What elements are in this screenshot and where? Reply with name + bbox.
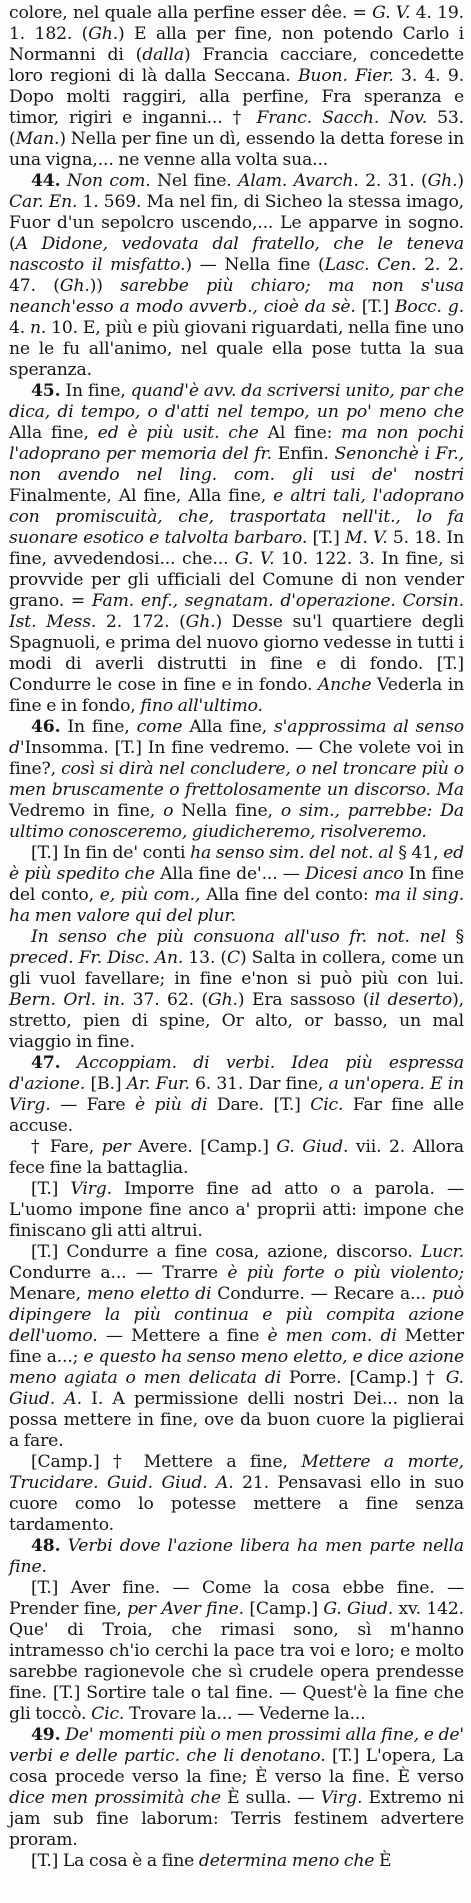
italic-text: ma non pochi l'adoprano per memoria del fr.: [9, 423, 469, 464]
italic-text: Anche: [317, 675, 372, 695]
italic-text: Gh.: [88, 24, 119, 44]
text-run: [B.]: [85, 1074, 127, 1094]
dictionary-paragraph: [9, 927, 469, 1053]
text-run: Alla fine de'... —: [154, 864, 306, 884]
italic-text: Ar. Fur.: [126, 1074, 190, 1094]
italic-text: Lasc. Cen.: [324, 255, 417, 275]
text-run: [60, 1053, 76, 1073]
italic-text: Verbi dove l'azione libera ha men parte nella fine.: [9, 1536, 469, 1577]
text-run: È: [374, 1851, 392, 1871]
text-run: [Camp.]: [243, 1599, 324, 1619]
italic-text: determina meno che: [198, 1851, 375, 1871]
dictionary-paragraph: [9, 1137, 469, 1179]
italic-text: dalla: [142, 45, 184, 65]
dictionary-paragraph: [9, 717, 469, 843]
italic-text: per Aver fine.: [127, 1599, 244, 1619]
italic-text: Fam. enf., segnatam. d'operazione. Corsin. Ist. Mess.: [9, 591, 469, 632]
italic-text: e altri tali, l'adoprano con promiscuità, che, trasportata nell'it., lo fa suonare esotico e talvolta barbaro.: [9, 486, 469, 548]
text-run: Trovare la... — Vederne la...: [124, 1704, 366, 1724]
italic-text: Senonchè i Fr., non avendo nel ling. com. gli usi de' nostri: [9, 444, 469, 485]
text-run: Alla fine,: [9, 402, 469, 443]
dictionary-paragraph: [9, 171, 469, 381]
text-run: xv. 142. Que' di Troia, che rimasi sono, sì m'hanno intramesso ch'io cerchi la pace tra voi e loro; e molto sarebbe ragionevole che sì crudele opera prendesse fine. [T.] Sortire tale o tal fine. — Quest'è la fine che gli toccò.: [9, 1599, 469, 1724]
text-run: ) Nella per fine un dì, essendo la detta forese in una vigna,... ne venne alla volta sua...: [9, 129, 469, 170]
italic-text: Buon. Fier.: [297, 66, 394, 86]
dictionary-paragraph: [9, 1242, 469, 1452]
text-run: Al fine:: [258, 423, 342, 443]
dictionary-paragraph: [9, 1053, 469, 1137]
text-run: Metter fine a...;: [9, 1326, 469, 1367]
italic-text: G. V.: [234, 549, 275, 569]
italic-text: ha senso sim. del not. al: [190, 843, 394, 863]
text-run: Insomma. [T.] In fine vedremo. — Che volete voi in fine?,: [9, 738, 469, 779]
italic-text: Dicesi anco: [305, 864, 404, 884]
italic-text: G. V.: [372, 3, 411, 23]
text-run: Vederla in fine e in fondo,: [9, 675, 469, 716]
italic-text: meno eletto di: [86, 1284, 212, 1304]
text-run: I. A permissione delli nostri Dei... non la possa mettere in fine, ove da buon cuore la piglierai a fare.: [9, 1389, 469, 1451]
text-run: Nel fine.: [150, 171, 238, 191]
section-number: 47.: [31, 1053, 61, 1073]
dictionary-paragraph: [9, 1725, 469, 1851]
section-number: 44.: [31, 171, 61, 191]
text-run: Vedremo in fine,: [9, 780, 469, 821]
text-run: vii. 2. Allora fece fine la battaglia.: [9, 1137, 469, 1178]
text-run: ) — Nella fine (: [185, 255, 325, 275]
italic-text: Car. En.: [9, 192, 78, 212]
dictionary-paragraph: [9, 1851, 464, 1872]
italic-text: ed è più spedito che: [9, 843, 469, 884]
text-run: In fine,: [60, 381, 131, 401]
text-run: Extremo ni jam sub fine laborum: Terris festinem advertere proram.: [9, 1788, 469, 1850]
text-run: [T.] L'opera, La cosa procede verso la fine; È verso la fine. È verso: [9, 1746, 469, 1787]
italic-text: Virg.: [320, 1788, 363, 1808]
italic-text: M. V.: [344, 528, 388, 548]
text-run: — Mettere a fine: [97, 1326, 268, 1346]
dictionary-paragraph: [9, 1536, 469, 1578]
italic-text: Accoppiam. di verbi. Idea più espressa d'azione.: [9, 1053, 469, 1094]
text-run: Condurre. — Recare a...: [211, 1284, 433, 1304]
dictionary-paragraph: [9, 1578, 469, 1725]
text-run: [T.] La cosa è a fine: [31, 1851, 199, 1871]
text-run: 1. 569. Ma nel fin, di Sicheo la stessa imago, Fuor d'un sepolcro uscendo,... Le apparve in sogno. (: [9, 192, 469, 254]
italic-text: Bern. Orl. in.: [9, 990, 126, 1010]
italic-text: Bocc. g.: [394, 297, 465, 317]
text-run: 4.: [9, 297, 469, 338]
text-run: Porre. [Camp.] †: [281, 1368, 446, 1388]
text-run: Nella fine,: [173, 801, 281, 821]
text-run: 53. (: [9, 108, 469, 149]
italic-text: o sim., parrebbe: Da ultimo conosceremo, giudicheremo, risolveremo.: [9, 801, 469, 842]
text-run: [T.]: [355, 297, 395, 317]
text-run: [T.] In fin de' conti: [31, 843, 191, 863]
italic-text: G. Giud.: [276, 1137, 349, 1157]
italic-text: Franc. Sacch. Nov.: [256, 108, 428, 128]
text-run: Imporre fine ad atto o a parola. — L'uomo impone fine anco a' proprii atti: impone che finiscano gli atti altrui.: [9, 1179, 469, 1241]
italic-text: o: [163, 801, 174, 821]
text-run: Avere. [Camp.]: [130, 1137, 277, 1157]
text-run: 5. 18. In fine, avvedendosi... che...: [9, 528, 469, 569]
italic-text: In senso che più consuona all'uso fr. not. nel: [31, 927, 446, 947]
text-run: 10. 122. 3. In fine, si provvide per gli ufficiali del Comune di non vender grano. =: [9, 549, 469, 611]
text-run: 6. 31. Dar fine,: [189, 1074, 329, 1094]
italic-text: è più forte o più violento;: [227, 1263, 464, 1283]
text-run: 2. 2. 47. (: [9, 255, 469, 296]
italic-text: C: [226, 948, 240, 968]
italic-text: n.: [29, 318, 47, 338]
text-run: Far fine alle accuse.: [9, 1095, 469, 1136]
italic-text: e questo ha senso meno eletto, e dice azione meno agiata o men delicata di: [9, 1347, 469, 1388]
italic-text: Gh.: [59, 276, 90, 296]
text-run: [T.] Aver fine. — Come la cosa ebbe fine. — Prender fine,: [9, 1578, 469, 1619]
italic-text: Gh.: [208, 990, 238, 1010]
italic-text: Gh.: [427, 171, 458, 191]
text-run: ) Desse su'l quartiere degli Spagnuoli, e prima del nuovo giorno vedesse in tutti i modi di averli distrutti in fine e di fondo. [T.] Condurre le cose in fine e in fondo.: [9, 612, 469, 695]
text-run: 2. 172. (: [96, 612, 186, 632]
text-run: [T.]: [307, 528, 345, 548]
italic-text: Gh.: [185, 612, 216, 632]
text-run: Finalmente, Al fine, Alla fine,: [9, 465, 469, 506]
italic-text: Alam. Avarch.: [238, 171, 359, 191]
text-run: 10. E, più e più giovani riguardati, nella fine uno ne le fu all'animo, nel quale ella pose tutta la sua speranza.: [9, 318, 469, 380]
italic-text: Virg.: [70, 1179, 112, 1199]
text-run: Alla fine del conto:: [200, 885, 375, 905]
italic-text: Cic.: [91, 1704, 125, 1724]
italic-text: G. Giud. A.: [9, 1368, 469, 1409]
italic-text: Mettere a morte, Trucidare. Guid. Giud. A.: [9, 1452, 469, 1493]
text-run: § 41,: [393, 843, 444, 863]
dictionary-paragraph: [9, 3, 469, 171]
text-run: Menare,: [9, 1263, 469, 1304]
italic-text: così si dirà nel concludere, o nel troncare più o men bruscamente o frettolosamente un discorso. Ma: [9, 759, 469, 800]
italic-text: De' momenti più o men prossimi alla fine, e de' verbi e delle partic. che li denotano.: [9, 1725, 469, 1766]
italic-text: Lucr.: [420, 1242, 464, 1262]
section-number: 46.: [31, 717, 61, 737]
italic-text: Cic.: [310, 1095, 344, 1115]
text-run: ) E alla per fine, non potendo Carlo i Normanni di (: [9, 24, 469, 65]
italic-text: è più di: [134, 1095, 208, 1115]
text-run: Condurre a... — Trarre: [9, 1242, 469, 1283]
text-run: — Fare: [50, 1095, 135, 1115]
text-run: ) Francia cacciare, concedette loro regioni di là dalla Seccana.: [9, 45, 469, 86]
text-run: [60, 1536, 67, 1556]
text-run: ) Salta in collera, come un gli vuol favellare; in fine e'non si può più con lui.: [9, 948, 469, 989]
text-run: §: [445, 927, 469, 947]
italic-text: quand'è avv. da scriversi unito, par che dica, di tempo, o d'atti nel tempo, un po' meno che: [9, 381, 469, 422]
italic-text: sarebbe più chiaro; ma non s'usa neanch'esso a modo avverb., cioè da sè.: [9, 276, 469, 317]
text-run: [T.] Condurre a fine cosa, azione, discorso.: [31, 1242, 421, 1262]
text-run: In fine,: [60, 717, 137, 737]
italic-text: può dipingere la più continua e più compita azione dell'uomo.: [9, 1284, 469, 1346]
text-run: 21. Pensavasi ello in suo cuore como lo potesse mettere a fine senza tardamento.: [9, 1473, 469, 1535]
text-run: Dare. [T.]: [207, 1095, 311, 1115]
italic-text: ma il sing. ha men valore qui del plur.: [9, 885, 469, 926]
italic-text: dice men prossimità che: [9, 1788, 221, 1808]
text-run: In fine del conto,: [9, 864, 469, 905]
text-run: 4. 19. 1. 182. (: [9, 3, 469, 44]
text-run: )): [89, 276, 121, 296]
italic-text: ed è più usit. che: [97, 423, 259, 443]
dictionary-paragraph: [9, 1179, 469, 1242]
dictionary-paragraph: [9, 1452, 469, 1536]
text-run: È sulla. —: [220, 1788, 321, 1808]
italic-text: A Didone, vedovata dal fratello, che le teneva nascosto il misfatto.: [9, 234, 469, 275]
italic-text: e, più com.,: [99, 885, 201, 905]
text-run: [Camp.] † Mettere a fine,: [31, 1452, 302, 1472]
text-run: † Fare,: [31, 1137, 102, 1157]
section-number: 45.: [31, 381, 61, 401]
text-run: colore, nel quale alla perfine esser dêe. =: [9, 3, 373, 23]
italic-text: a un'opera. E in Virg.: [9, 1074, 469, 1115]
italic-text: Non com.: [66, 171, 151, 191]
text-run: ) Era sassoso (: [237, 990, 370, 1010]
section-number: 48.: [31, 1536, 61, 1556]
text-run: 3. 4. 9. Dopo molti raggiri, alla perfine, Fra speranza e timor, rigiri e inganni... †: [9, 66, 469, 128]
italic-text: fino all'ultimo.: [140, 696, 263, 716]
text-run: 13. (: [183, 948, 227, 968]
text-run: 2. 31. (: [358, 171, 428, 191]
italic-text: per: [101, 1137, 131, 1157]
italic-text: è men com. di: [267, 1326, 397, 1346]
italic-text: s'approssima al senso d': [9, 717, 469, 758]
dictionary-paragraph: [9, 381, 469, 717]
dictionary-paragraph: [9, 843, 469, 927]
text-run: 37. 62. (: [125, 990, 209, 1010]
italic-text: come: [136, 717, 183, 737]
italic-text: preced. Fr. Disc. An.: [9, 948, 184, 968]
text-run: [T.]: [31, 1179, 71, 1199]
italic-text: G. Giud.: [323, 1599, 394, 1619]
text-run: Alla fine,: [182, 717, 274, 737]
text-run: Enfin.: [271, 444, 335, 464]
section-number: 49.: [31, 1725, 61, 1745]
text-run: ): [457, 171, 469, 191]
text-run: ), stretto, pien di spine, Or alto, or basso, un mal viaggio in fine.: [9, 990, 469, 1052]
italic-text: Man.: [15, 129, 60, 149]
italic-text: il deserto: [369, 990, 453, 1010]
